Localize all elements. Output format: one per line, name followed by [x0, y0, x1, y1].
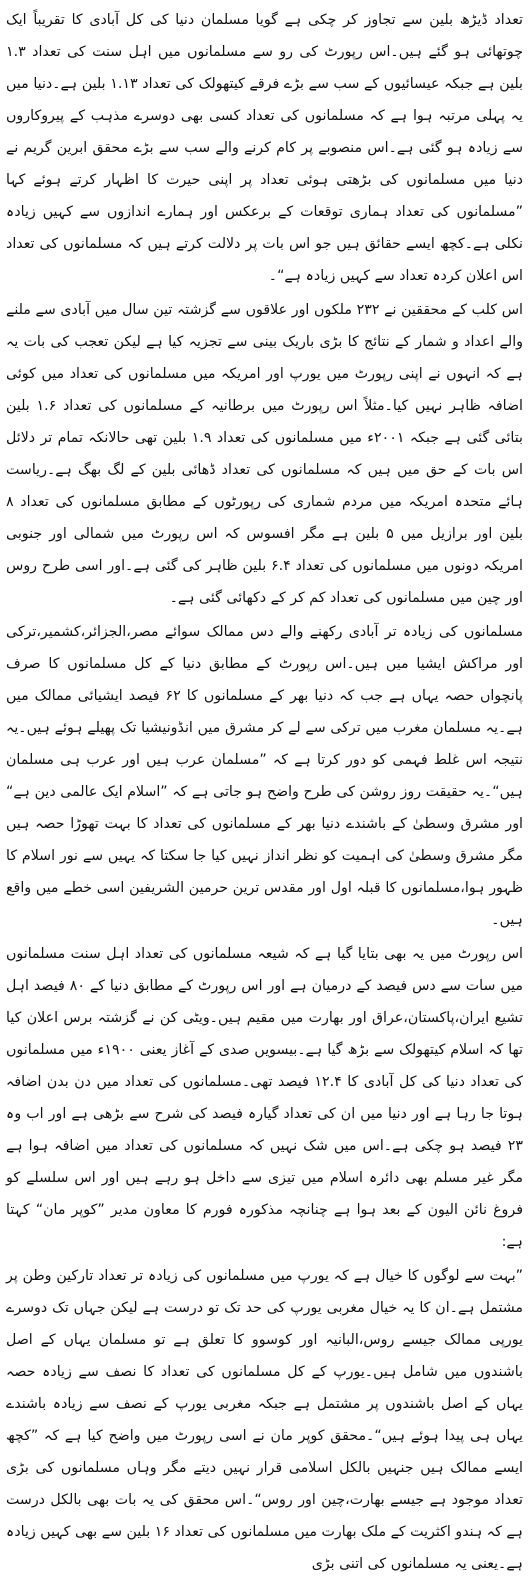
article-paragraph-5: ”بہت سے لوگوں کا خیال ہے کہ یورپ میں مسلمانوں کی زیادہ تر تعداد تارکین وطن پر مشتمل ہے۔ان کا یہ خیال مغربی یورپ کی حد تک تو درست ہے لیکن جہاں تک دوسرے یورپی ممالک جیسے روس،البانیہ اور کوسوو کا تعلق ہے تو مسلمان یہاں کے اصل باشندوں میں شامل ہیں۔یورپ کے کل مسلمانوں کی تعداد کا نصف سے زیادہ حصہ یہاں کے اصل باشندوں پر مشتمل ہے جبکہ مغربی یورپ کے نصف سے زیادہ باشندے یہاں ہی پیدا ہوئے ہیں“۔محقق کوپر مان نے اسی رپورٹ میں واضح کیا ہے کہ ”کچھ ایسے ممالک ہیں جنہیں بالکل اسلامی قرار نہیں دیتے مگر وہاں مسلمانوں کی بڑی تعداد موجود ہے جیسے بھارت،چین اور روس“۔اس محقق کی یہ بات بھی بالکل درست ہے کہ ہندو اکثریت کے ملک بھارت میں مسلمانوں کی تعداد ۱۶ بلین سے بھی کہیں زیادہ ہے۔یعنی یہ مسلمانوں کی اتنی بڑی	[6, 1268, 523, 1572]
article-paragraph-1: تعداد ڈیڑھ بلین سے تجاوز کر چکی ہے گویا مسلمان دنیا کی کل آبادی کا تقریباً ایک چوتھائی ہو گئے ہیں۔اس رپورٹ کی رو سے مسلمانوں میں اہل سنت کی تعداد ۱.۳ بلین ہے جبکہ عیسائیوں کے سب سے بڑے فرقے کیتھولک کی تعداد ۱.۱۳ بلین ہے۔دنیا میں یہ پہلی مرتبہ ہوا ہے کہ مسلمانوں کی تعداد کسی بھی دوسرے مذہب کے پیروکاروں سے زیادہ ہو گئی ہے۔اس منصوبے پر کام کرنے والے سب سے بڑے محقق ابرین گریم نے دنیا میں مسلمانوں کی بڑھتی ہوئی تعداد پر اپنی حیرت کا اظہار کرتے ہوئے کہا ”مسلمانوں کی تعداد ہماری توقعات کے برعکس اور ہمارے اندازوں سے کہیں زیادہ نکلی ہے۔کچھ ایسے حقائق ہیں جو اس بات پر دلالت کرتے ہیں کہ مسلمانوں کی تعداد اس اعلان کردہ تعداد سے کہیں زیادہ ہے“۔	[6, 12, 523, 284]
article-paragraph-2: اس کلب کے محققین نے ۲۳۲ ملکوں اور علاقوں سے گزشتہ تین سال میں آبادی سے ملنے والے اعداد و شمار کے نتائج کا بڑی باریک بینی سے تجزیہ کیا ہے لیکن تعجب کی بات یہ ہے کہ انہوں نے اپنی رپورٹ میں یورپ اور امریکہ میں مسلمانوں کی تعداد میں کوئی اضافہ ظاہر نہیں کیا۔مثلاً اس رپورٹ میں برطانیہ کے مسلمانوں کی تعداد ۱.۶ بلین بتائی گئی ہے جبکہ ۲۰۰۱ء میں مسلمانوں کی تعداد ۱.۹ بلین تھی حالانکہ تمام تر دلائل اس بات کے حق میں ہیں کہ مسلمانوں کی تعداد ڈھائی بلین کے لگ بھگ ہے۔ریاست ہائے متحدہ امریکہ میں مردم شماری کی رپورٹوں کے مطابق مسلمانوں کی تعداد ۸ بلین اور برازیل میں ۵ بلین ہے مگر افسوس کہ اس رپورٹ میں شمالی اور جنوبی امریکہ دونوں میں مسلمانوں کی تعداد ۶.۴ بلین ظاہر کی گئی ہے۔اور اسی طرح روس اور چین میں مسلمانوں کی تعداد کم کر کے دکھائی گئی ہے۔	[6, 302, 523, 606]
article-paragraph-3: مسلمانوں کی زیادہ تر آبادی رکھنے والے دس ممالک سوائے مصر،الجزائر،کشمیر،ترکی اور مراکش ایشیا میں ہیں۔اس رپورٹ کے مطابق دنیا کے کل مسلمانوں کا صرف پانچواں حصہ یہاں ہے جب کہ دنیا بھر کے مسلمانوں کا ۶۲ فیصد ایشیائی ممالک میں ہے۔یہ مسلمان مغرب میں ترکی سے لے کر مشرق میں انڈونیشیا تک پھیلے ہوئے ہیں۔یہ نتیجہ اس غلط فہمی کو دور کرتا ہے کہ ”مسلمان عرب ہیں اور عرب ہی مسلمان ہیں“۔یہ حقیقت روز روشن کی طرح واضح ہو جاتی ہے کہ ”اسلام ایک عالمی دین ہے“ اور مشرق وسطیٰ کے باشندے دنیا بھر کے مسلمانوں کی تعداد کا بہت تھوڑا حصہ ہیں مگر مشرق وسطیٰ کی اہمیت کو نظر انداز نہیں کیا جا سکتا کہ یہیں سے نور اسلام کا ظہور ہوا،مسلمانوں کا قبلہ اول اور مقدس ترین حرمین الشریفین اسی خطے میں واقع ہیں۔	[6, 624, 524, 928]
article-paragraph-4: اس رپورٹ میں یہ بھی بتایا گیا ہے کہ شیعہ مسلمانوں کی تعداد اہل سنت مسلمانوں میں سات سے دس فیصد کے درمیان ہے اور اس رپورٹ کے مطابق دنیا کے ۸۰ فیصد اہل تشیع ایران،پاکستان،عراق اور بھارت میں مقیم ہیں۔ویٹی کن نے گزشتہ برس اعلان کیا تھا کہ اسلام کیتھولک سے بڑھ گیا ہے۔بیسویں صدی کے آغاز یعنی ۱۹۰۰ء میں مسلمانوں کی تعداد دنیا کی کل آبادی کا ۱۲.۴ فیصد تھی۔مسلمانوں کی تعداد میں دن بدن اضافہ ہوتا جا رہا ہے اور دنیا میں ان کی تعداد گیارہ فیصد کی شرح سے بڑھی ہے اور اب وہ ۲۳ فیصد ہو چکی ہے۔اس میں شک نہیں کہ مسلمانوں کی تعداد میں اضافہ ہوا ہے مگر غیر مسلم بھی دائرہ اسلام میں تیزی سے داخل ہو رہے ہیں اور اس سلسلے کو فروغ نائن الیون کے بعد ہوا ہے چنانچہ مذکورہ فورم کا معاون مدیر ”کوپر مان“ کہتا ہے:	[6, 946, 523, 1250]
